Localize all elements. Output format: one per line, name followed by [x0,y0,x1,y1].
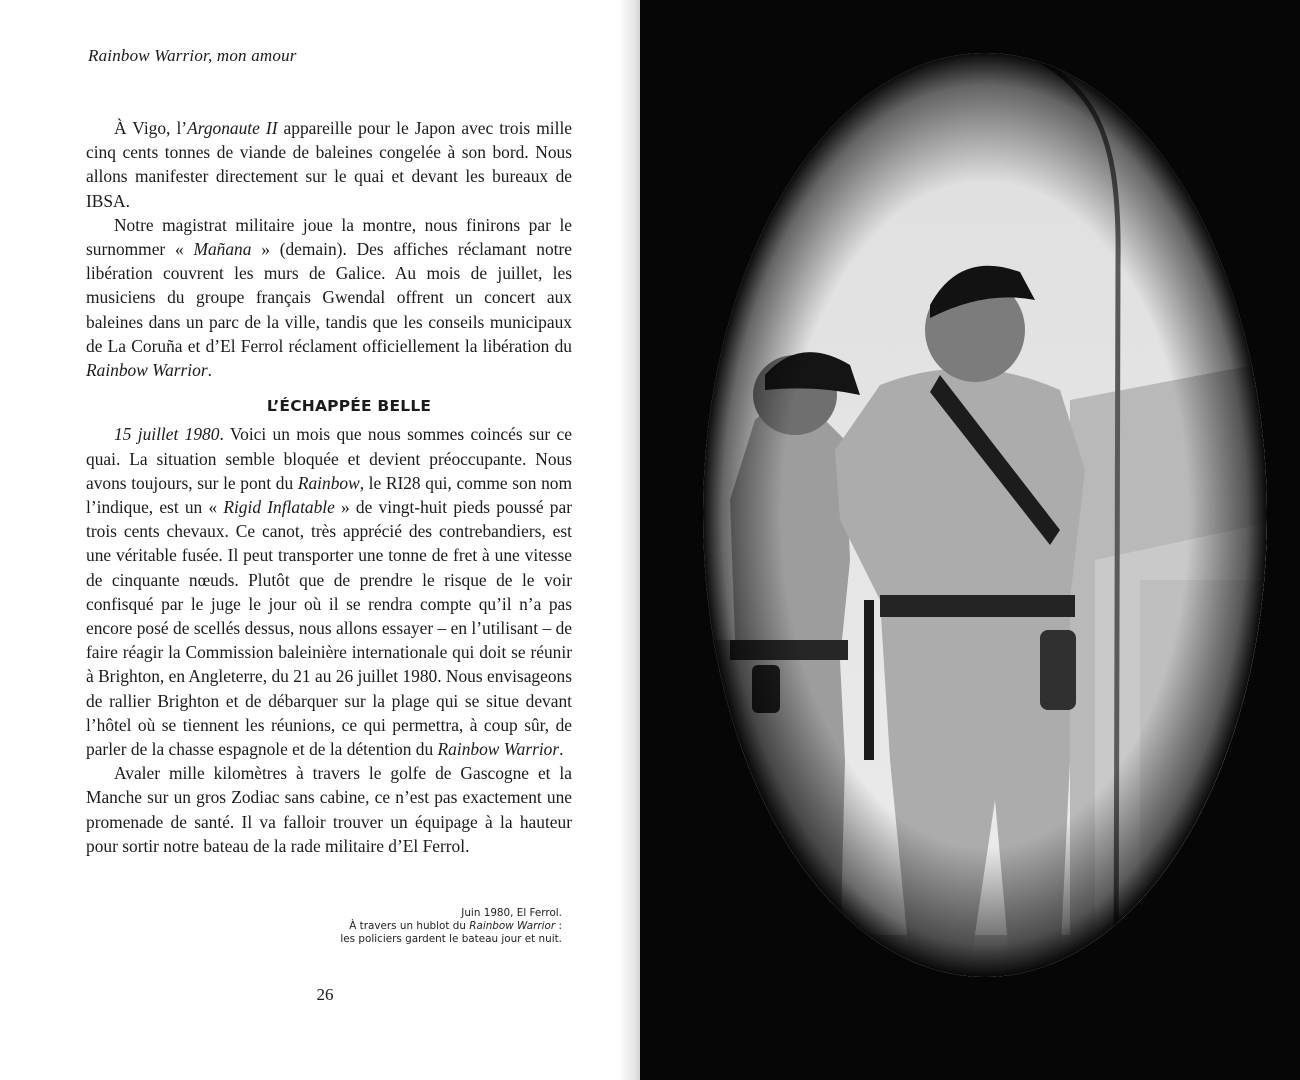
section-heading: L’ÉCHAPPÉE BELLE [266,397,432,416]
ship-name: Rainbow Warrior [437,739,560,760]
paragraph-4: Avaler mille kilomètres à travers le golfe de Gascogne et la Manche sur un gros Zodiac sans cabine, ce n’est pas exactement une promenade de santé. Il va falloir trouver un équipage à la hauteur pour sortir notre bateau de la rade militaire d’El Ferrol. [86,763,572,856]
text-run: . [559,739,564,760]
text-run: appareille pour le Japon avec trois mille cinq cents tonnes de viande de baleines congelée à son bord. Nous allons manifester directement sur le quai et devant les bureaux de IBSA. [86,118,572,211]
text-run: À travers un hublot du [349,920,470,932]
ship-name: Argonaute II [187,118,278,138]
body-text [86,116,572,858]
text-run: , le RI28 qui, comme son nom l’indique, est un « [86,472,572,518]
caption-line-1: Juin 1980, El Ferrol. [461,907,562,919]
paragraph-3 [86,422,572,761]
running-head: Rainbow Warrior, mon amour [88,46,297,65]
text-run: » (demain). Des affiches réclamant notre libération couvrent les murs de Galice. Au mois de juillet, les musiciens du groupe français Gwendal offrent un concert aux baleines dans un parc de la ville, tandis que les conseils municipaux de La Coruña et d’El Ferrol réclament officiellement la libération du [86,239,572,356]
ship-name: Rainbow [297,472,360,493]
boat-type: Rigid Inflatable [223,497,335,518]
date: 15 juillet 1980 [114,424,220,445]
text-run: Notre magistrat militaire joue la montre, nous finirons par le surnommer « [86,214,572,260]
text-run: : [555,920,562,932]
text-run: . Voici un mois que nous sommes coincés sur ce quai. La situation semble bloquée et devient préoccupante. Nous avons toujours, sur le pont du [86,424,572,493]
caption-line-2 [302,920,562,933]
photo-caption [302,907,562,946]
porthole-photo [640,0,1300,1080]
caption-line-3: les policiers gardent le bateau jour et nuit. [340,933,562,945]
text-run: À Vigo, l’ [114,118,188,138]
nickname: Mañana [193,239,252,260]
porthole-vignette [703,53,1267,977]
page-number: 26 [316,985,334,1004]
text-run: » de vingt-huit pieds poussé par trois cents chevaux. Ce canot, très apprécié des contrebandiers, est une véritable fusée. Il peut transporter une tonne de fret à une vitesse de cinquante nœuds. Plutôt que de prendre le risque de le voir confisqué par le juge le jour où il se rendra compte qu’il n’a pas encore posé de scellés dessus, nous allons essayer – en l’utilisant – de faire réagir la Commission baleinière internationale qui doit se réunir à Brighton, en Angleterre, du 21 au 26 juillet 1980. Nous envisageons de rallier Brighton et de débarquer sur la plage qui se situe devant l’hôtel où se tiennent les réunions, ce qui permettra, à coup sûr, de parler de la chasse espagnole et de la détention du [86,497,572,760]
ship-name: Rainbow Warrior [86,360,208,381]
ship-name: Rainbow Warrior [469,920,556,932]
photo-page [640,0,1300,1080]
left-page [0,0,640,1080]
paragraph-1 [86,116,572,213]
text-run: . [207,360,212,381]
paragraph-2 [86,213,572,382]
